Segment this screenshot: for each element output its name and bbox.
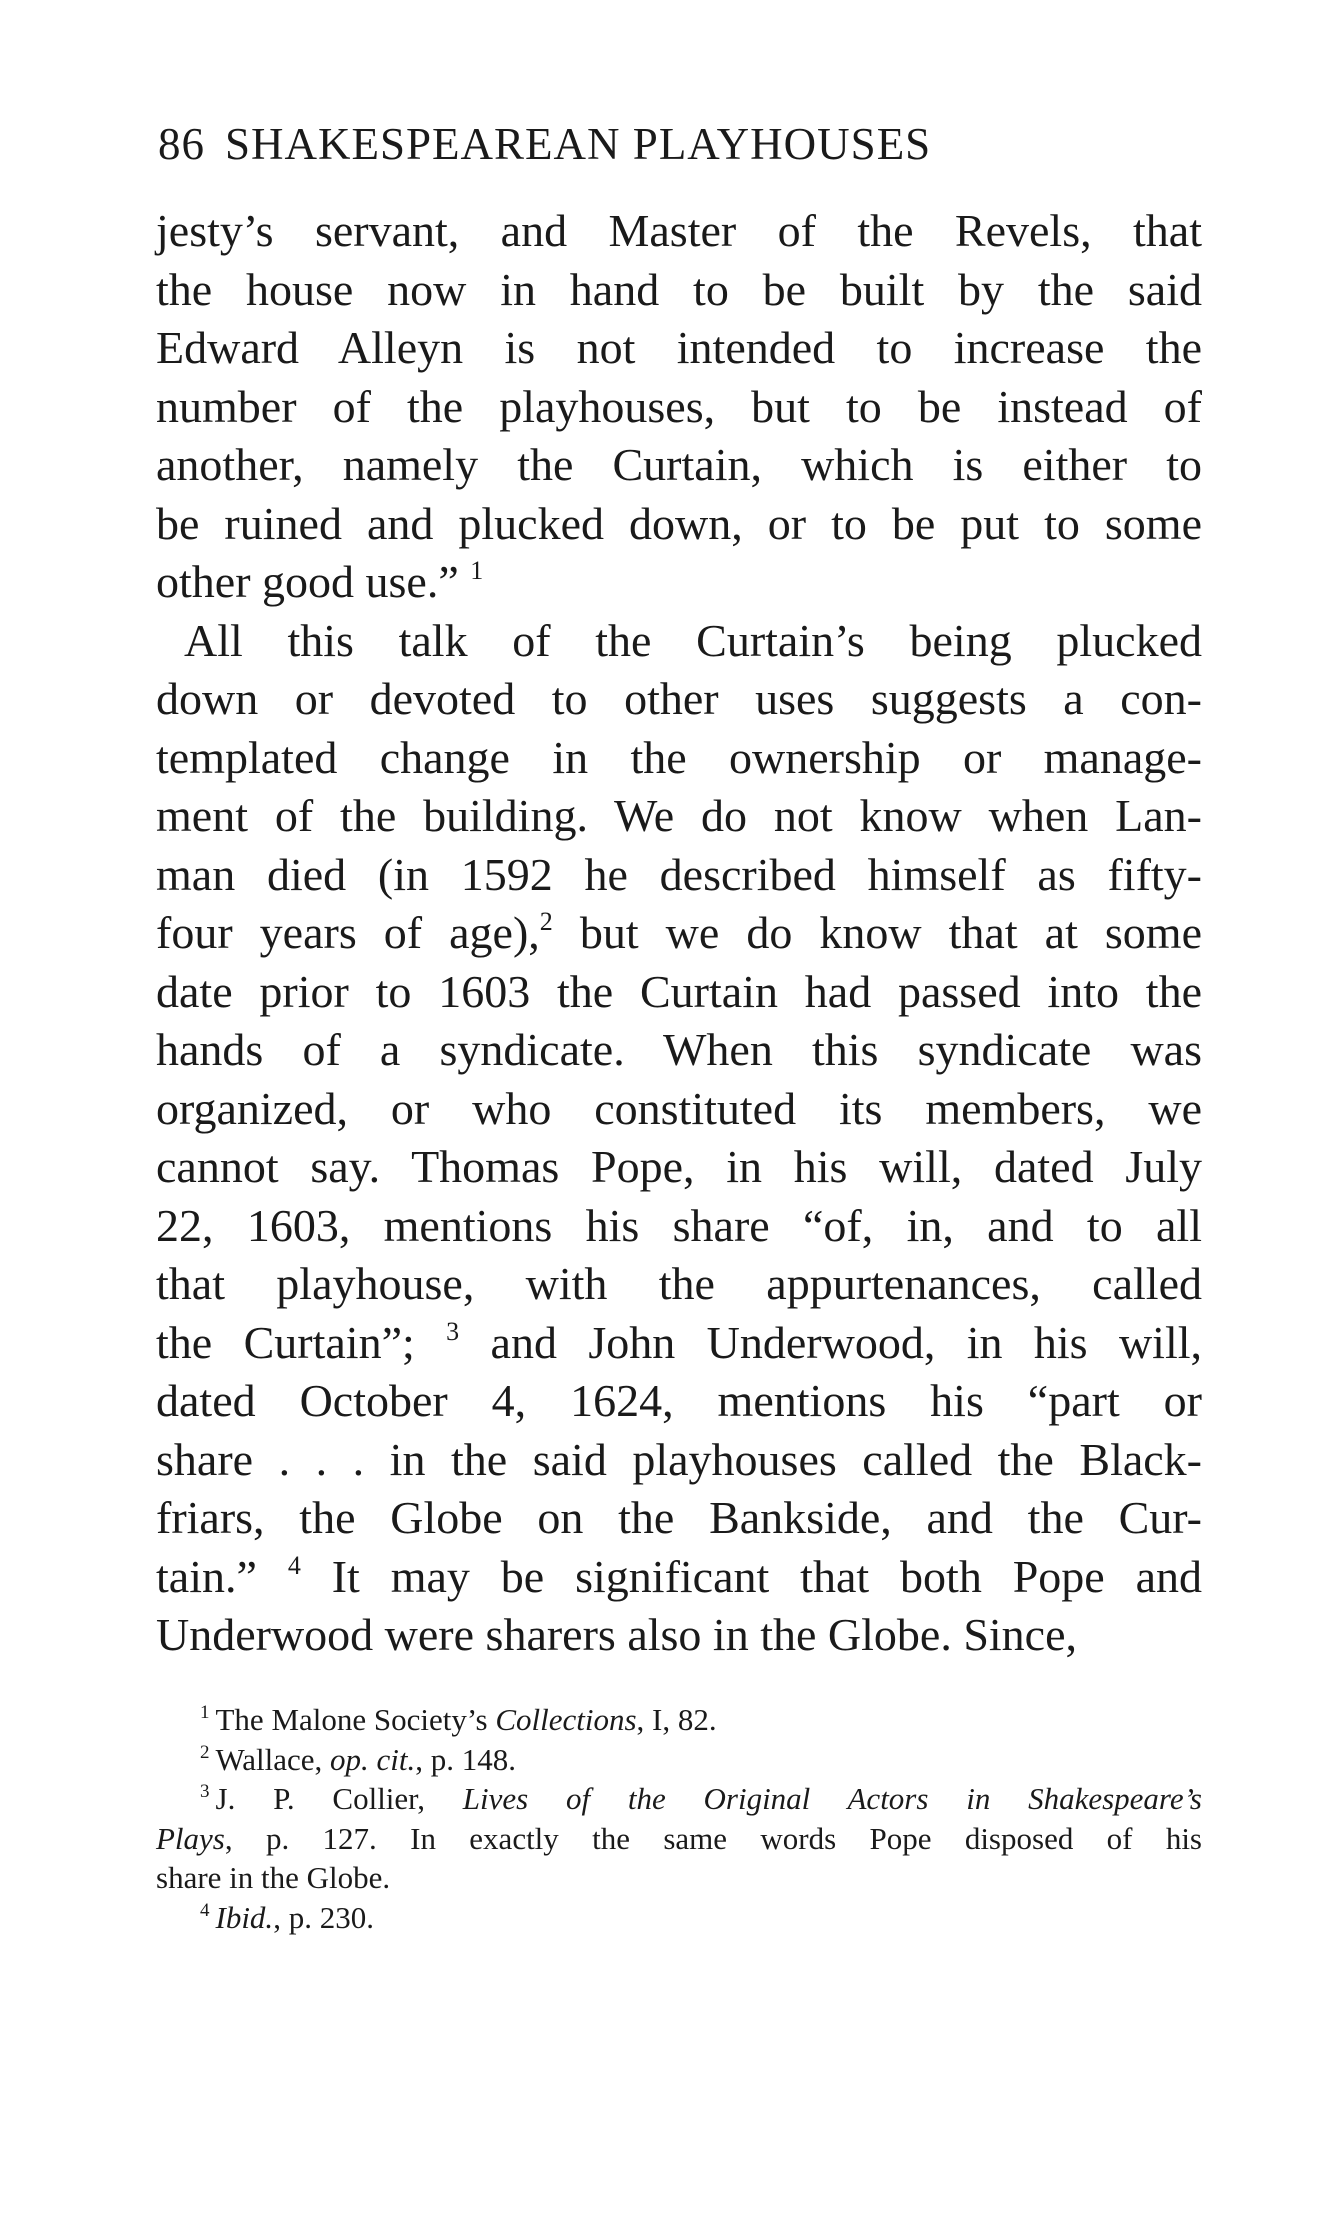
- body-text: [156, 202, 1202, 1665]
- footnote-text: , p. 230.: [273, 1899, 374, 1935]
- footnote-ref-3: 3: [446, 1316, 460, 1346]
- text-line: dated October 4, 1624, mentions his “part or: [156, 1375, 1202, 1426]
- text-segment: tain.”: [156, 1550, 257, 1602]
- footnote-italic: op. cit.: [330, 1741, 416, 1777]
- footnote-ref-2: 2: [539, 907, 553, 936]
- footnote-italic: Collections: [495, 1702, 637, 1737]
- text-line: the house now in hand to be built by the said: [156, 263, 1202, 315]
- footnote-mark: 1: [200, 1702, 210, 1723]
- text-line: [156, 553, 1202, 612]
- text-line: hands of a syndicate. When this syndicate was: [156, 1024, 1202, 1075]
- text-line: number of the playhouses, but to be instead of: [156, 380, 1202, 432]
- text-line: date prior to 1603 the Curtain had passed into the: [156, 965, 1202, 1017]
- footnotes: [156, 1700, 1202, 1937]
- text-line: [156, 904, 1202, 963]
- running-title: SHAKESPEAREAN PLAYHOUSES: [225, 119, 932, 169]
- text-line: Edward Alleyn is not intended to increase the: [156, 322, 1202, 373]
- footnote-3-cont: [156, 1819, 1202, 1859]
- text-line: man died (in 1592 he described himself as fifty-: [156, 848, 1202, 900]
- footnote-text: The Malone Society’s: [215, 1702, 496, 1737]
- footnote-3-end: share in the Globe.: [156, 1860, 391, 1895]
- footnote-2: [156, 1740, 1202, 1780]
- text-line: down or devoted to other uses suggests a con-: [156, 673, 1202, 724]
- text-line: another, namely the Curtain, which is either to: [156, 439, 1202, 490]
- text-line: [156, 1548, 1202, 1607]
- footnote-4: [156, 1898, 1202, 1938]
- footnote-text: , p. 127. In exactly the same words Pope disposed of his: [224, 1820, 1202, 1856]
- text-segment: but we do know that at some: [579, 907, 1202, 958]
- text-line: cannot say. Thomas Pope, in his will, dated July: [156, 1141, 1202, 1192]
- footnote-text: , p. 148.: [415, 1741, 517, 1777]
- footnote-italic: Lives of the Original Actors in Shakespeare’s: [462, 1781, 1202, 1816]
- text-line: All this talk of the Curtain’s being plucked: [184, 614, 1202, 666]
- text-line: that playhouse, with the appurtenances, called: [156, 1258, 1202, 1309]
- text-line: share . . . in the said playhouses called the Black-: [156, 1433, 1202, 1485]
- text-line: [156, 1314, 1202, 1373]
- text-line: friars, the Globe on the Bankside, and the Cur-: [156, 1492, 1202, 1543]
- footnote-text: Wallace,: [215, 1741, 331, 1777]
- text-line: templated change in the ownership or manage-: [156, 731, 1202, 783]
- footnote-mark: 4: [200, 1899, 210, 1921]
- footnote-italic: Ibid.: [215, 1899, 274, 1935]
- footnote-1: [156, 1700, 1202, 1740]
- footnote-mark: 3: [200, 1781, 210, 1802]
- text-segment: four years of age),: [156, 907, 540, 958]
- footnote-mark: 2: [200, 1741, 210, 1763]
- text-line: 22, 1603, mentions his share “of, in, and to all: [156, 1199, 1202, 1251]
- footnote-ref-4: 4: [287, 1550, 301, 1580]
- text-segment: and John Underwood, in his will,: [490, 1316, 1203, 1368]
- footnote-italic: Plays: [156, 1820, 225, 1856]
- text-line: Underwood were sharers also in the Globe. Since,: [156, 1609, 1078, 1660]
- text-line: ment of the building. We do not know when Lan-: [156, 790, 1202, 841]
- text-segment: the Curtain”;: [156, 1316, 415, 1368]
- footnote-text: , I, 82.: [636, 1702, 717, 1737]
- text-segment: other good use.”: [156, 556, 459, 607]
- text-line: be ruined and plucked down, or to be put to some: [156, 497, 1202, 549]
- footnote-3: [156, 1779, 1202, 1819]
- footnote-ref-1: 1: [470, 556, 484, 585]
- page-number: 86: [158, 119, 205, 169]
- running-header: [158, 118, 931, 170]
- text-line: jesty’s servant, and Master of the Revels, that: [156, 205, 1202, 256]
- text-line: organized, or who constituted its members, we: [156, 1082, 1202, 1134]
- text-segment: It may be significant that both Pope and: [331, 1550, 1203, 1602]
- footnote-text: J. P. Collier,: [215, 1781, 463, 1816]
